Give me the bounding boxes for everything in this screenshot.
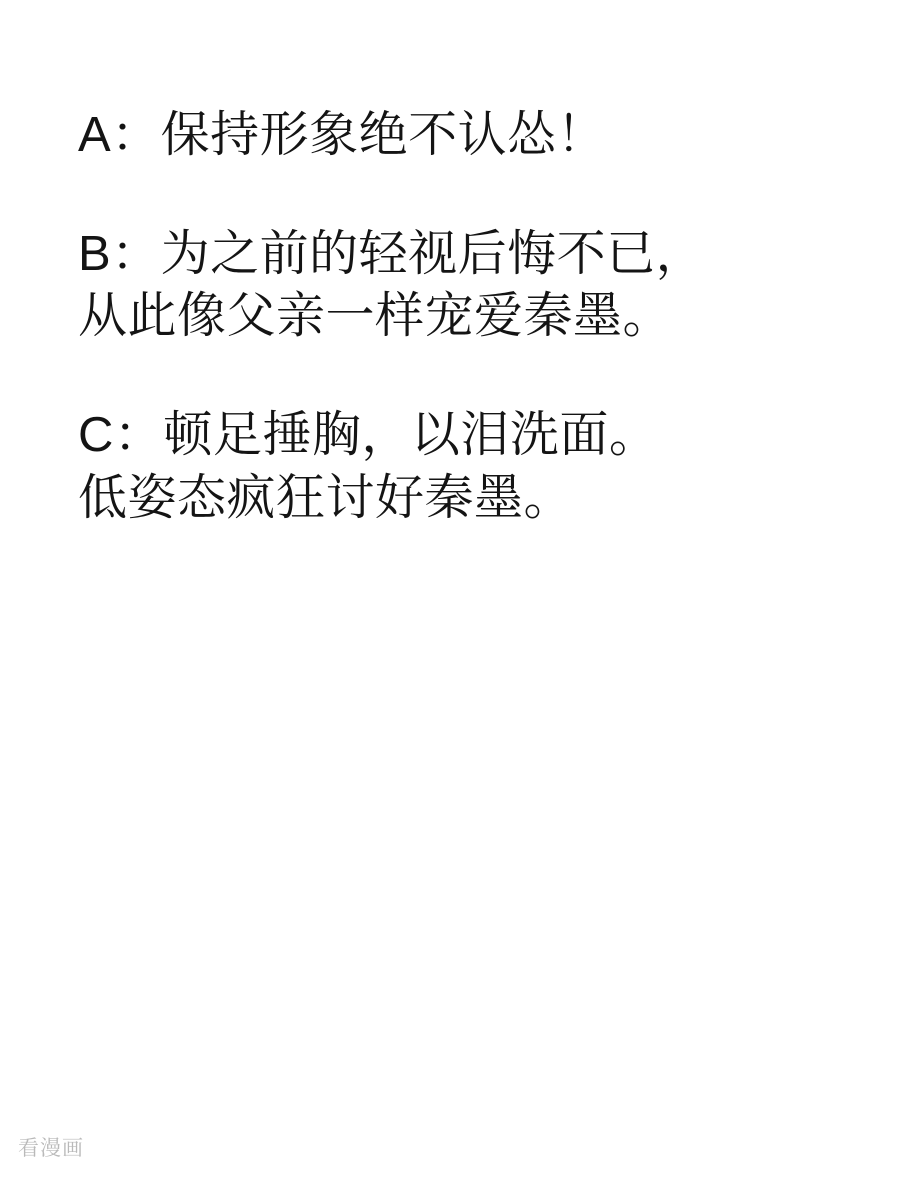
- choice-c-line-1: C：顿足捶胸，以泪洗面。: [78, 408, 659, 463]
- choice-option-a[interactable]: [78, 104, 840, 167]
- site-watermark: 看漫画: [18, 1136, 84, 1160]
- choice-option-c[interactable]: [78, 404, 840, 529]
- choice-option-b[interactable]: [78, 223, 840, 348]
- choice-b-line-1: B：为之前的轻视后悔不已，: [78, 226, 706, 281]
- choice-b-line-2: 从此像父亲一样宠爱秦墨。: [78, 289, 673, 344]
- choice-a-line-1: A：保持形象绝不认怂！: [78, 108, 607, 162]
- choice-c-line-2: 低姿态疯狂讨好秦墨。: [78, 470, 574, 525]
- choice-list: [78, 104, 840, 530]
